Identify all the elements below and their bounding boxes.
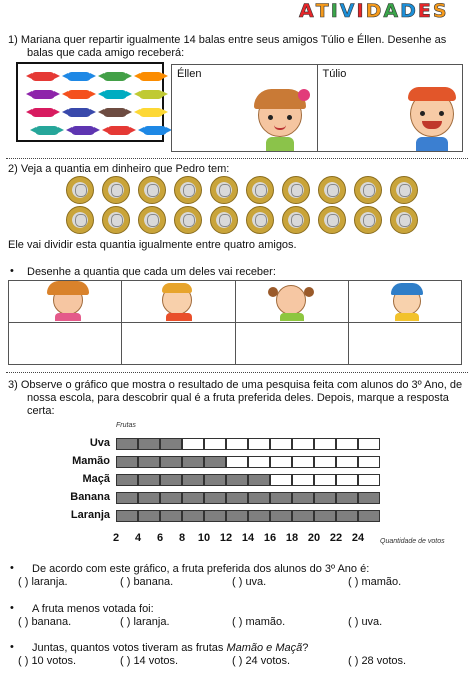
chart-x-tick-label: 6 [156,532,164,544]
chart-category-label: Uva [89,437,110,449]
candy-icon [67,72,91,81]
friend-picture-2 [122,281,235,322]
girl-pigtails-face-icon [276,285,306,315]
one-real-coin-icon [174,176,202,204]
candy-icon [139,90,163,99]
chart-bar-cell-filled [138,438,160,450]
candy-icon [35,126,59,135]
chart-bar-cell-empty [204,438,226,450]
chart-bar-cell-empty [248,438,270,450]
chart-bar-cell-filled [160,510,182,522]
one-real-coin-icon [138,206,166,234]
answer-option[interactable]: ( ) laranja. [18,576,68,588]
question-bullet: • [10,602,14,614]
logo-letter: I [330,0,338,22]
chart-bar-cell-filled [270,510,292,522]
logo-letter: T [315,0,329,22]
q2-statement: Ele vai dividir esta quantia igualmente entre quatro amigos. [8,239,297,251]
candy-box [16,62,164,142]
chart-bar-cell-filled [182,456,204,468]
chart-xlabel: Quantidade de votos [380,538,445,545]
chart-bar-cell-filled [204,474,226,486]
atividades-logo [298,0,474,26]
chart-bar-cell-filled [160,456,182,468]
friends-picture-row [9,281,461,323]
one-real-coin-icon [390,176,418,204]
candy-icon [31,90,55,99]
candy-icon [31,72,55,81]
answer-option[interactable]: ( ) 10 votos. [18,655,77,667]
chart-bar-cell-empty [358,474,380,486]
chart-bar-cell-filled [138,474,160,486]
question-text: A fruta menos votada foi: [32,603,154,615]
chart-bar-cell-filled [270,492,292,504]
question-text-after: ? [302,642,309,654]
logo-letter: D [400,0,416,22]
q2-instruction: Desenhe a quantia que cada um deles vai receber: [27,266,276,278]
chart-category-label: Mamão [72,455,110,467]
fruit-votes-chart [50,420,470,555]
chart-bar-cell-empty [314,474,336,486]
candy-icon [143,126,167,135]
chart-bar-cell-empty [270,474,292,486]
chart-bar-cell-filled [204,456,226,468]
one-real-coin-icon [138,176,166,204]
answer-option[interactable]: ( ) banana. [18,616,72,628]
chart-bar-cell-filled [226,510,248,522]
answer-cell-4[interactable] [349,323,461,365]
question-text-italic: Mamão e Maçã [226,642,303,654]
friends-answer-row [9,323,461,365]
candy-icon [103,72,127,81]
one-real-coin-icon [246,176,274,204]
divider-2 [6,372,468,373]
chart-bar-cell-empty [336,456,358,468]
answer-option[interactable]: ( ) 28 votos. [348,655,407,667]
candy-icon [31,108,55,117]
candy-icon [107,126,131,135]
candy-icon [103,90,127,99]
logo-letter: A [383,0,399,22]
answer-option[interactable]: ( ) uva. [232,576,267,588]
friend-picture-1 [9,281,122,322]
question-text: De acordo com este gráfico, a fruta preferida dos alunos do 3º Ano é: [32,563,370,575]
one-real-coin-icon [66,176,94,204]
chart-x-tick-label: 12 [219,532,233,544]
answer-option[interactable]: ( ) uva. [348,616,383,628]
q3-line1: 3) Observe o gráfico que mostra o resultado de uma pesquisa feita com alunos do 3º Ano, de [8,379,463,391]
logo-letter: E [417,0,431,22]
logo-letter: S [432,0,447,22]
one-real-coin-icon [102,206,130,234]
chart-bar-cell-filled [160,492,182,504]
candy-icon [67,108,91,117]
q1-line1: 1) Mariana quer repartir igualmente 14 balas entre seus amigos Túlio e Éllen. Desenhe as [8,34,447,46]
chart-bar-cell-filled [116,456,138,468]
chart-bar-cell-empty [358,438,380,450]
logo-letter: A [299,0,314,22]
candy-icon [67,90,91,99]
logo-letter: I [356,0,364,22]
chart-bar-cell-empty [358,456,380,468]
chart-bar-cell-filled [358,492,380,504]
friend-picture-3 [236,281,349,322]
answer-option[interactable]: ( ) banana. [120,576,174,588]
chart-bar-cell-filled [116,492,138,504]
chart-bar-cell-filled [138,456,160,468]
question-text [32,641,308,655]
chart-x-tick-label: 20 [307,532,321,544]
chart-x-tick-label: 22 [329,532,343,544]
answer-option[interactable]: ( ) mamão. [232,616,286,628]
one-real-coin-icon [318,206,346,234]
chart-bar-cell-filled [204,510,226,522]
chart-bar-cell-filled [248,510,270,522]
chart-bar-cell-filled [314,510,336,522]
friend-name-ellen: Éllen [177,68,202,80]
one-real-coin-icon [354,206,382,234]
friend-cell-tulio[interactable] [318,65,463,151]
chart-bar-cell-empty [182,438,204,450]
chart-bar-cell-filled [182,510,204,522]
chart-x-tick-label: 18 [285,532,299,544]
friends-table-q1 [171,64,463,152]
one-real-coin-icon [174,206,202,234]
q1-line2: balas que cada amigo receberá: [27,47,185,59]
q3-line2: nossa escola, para descobrir qual é a fruta preferida deles. Depois, marque a resposta [27,392,449,404]
chart-bar-cell-filled [116,474,138,486]
chart-bar-cell-filled [358,510,380,522]
chart-bar-cell-empty [248,456,270,468]
chart-bar-cell-filled [138,510,160,522]
chart-bar-cell-empty [226,438,248,450]
chart-bar-cell-filled [292,492,314,504]
one-real-coin-icon [210,206,238,234]
logo-letter: V [339,0,355,22]
chart-bar-cell-filled [204,492,226,504]
chart-bar-cell-filled [138,492,160,504]
one-real-coin-icon [354,176,382,204]
chart-bar-cell-filled [248,492,270,504]
chart-bar-cell-filled [182,474,204,486]
answer-cell-1[interactable] [9,323,122,365]
answer-cell-3[interactable] [236,323,349,365]
friend-picture-4 [349,281,461,322]
question-bullet: • [10,562,14,574]
q2-bullet: • [10,265,14,277]
chart-bar-cell-empty [336,474,358,486]
chart-x-tick-label: 8 [178,532,186,544]
one-real-coin-icon [66,206,94,234]
chart-bar-cell-filled [116,510,138,522]
q3-line3: certa: [27,405,55,417]
chart-x-tick-label: 16 [263,532,277,544]
friend-cell-ellen[interactable] [172,65,318,151]
candy-icon [71,126,95,135]
one-real-coin-icon [210,176,238,204]
candy-icon [139,108,163,117]
boy-hair-icon [408,87,456,101]
chart-category-label: Maçã [82,473,110,485]
chart-bar-cell-empty [226,456,248,468]
chart-bar-cell-filled [116,438,138,450]
chart-bar-cell-empty [314,456,336,468]
chart-bar-cell-filled [226,492,248,504]
chart-x-tick-label: 24 [351,532,365,544]
answer-option[interactable]: ( ) laranja. [120,616,170,628]
friend-name-tulio: Túlio [322,68,347,80]
chart-bar-cell-empty [270,438,292,450]
question-text-before: Juntas, quantos votos tiveram as frutas [32,642,227,654]
chart-bar-cell-empty [314,438,336,450]
chart-category-label: Banana [70,491,110,503]
one-real-coin-icon [246,206,274,234]
chart-x-tick-label: 4 [134,532,142,544]
chart-bar-cell-empty [292,438,314,450]
chart-x-tick-label: 14 [241,532,255,544]
chart-category-label: Laranja [70,509,110,521]
chart-bar-cell-filled [336,492,358,504]
chart-bar-cell-filled [292,510,314,522]
logo-letter: D [365,0,382,22]
divider-1 [6,158,468,159]
chart-bar-cell-filled [160,474,182,486]
chart-bar-cell-empty [292,474,314,486]
chart-x-tick-label: 10 [197,532,211,544]
answer-option[interactable]: ( ) 14 votos. [120,655,179,667]
friends-table-q2 [8,280,462,365]
chart-x-tick-label: 2 [112,532,120,544]
one-real-coin-icon [390,206,418,234]
answer-option[interactable]: ( ) mamão. [348,576,402,588]
chart-ylabel: Frutas [116,422,136,429]
chart-bar-cell-filled [248,474,270,486]
q2-title: 2) Veja a quantia em dinheiro que Pedro tem: [8,163,230,175]
one-real-coin-icon [282,176,310,204]
chart-bar-cell-empty [270,456,292,468]
question-bullet: • [10,641,14,653]
candy-icon [139,72,163,81]
one-real-coin-icon [282,206,310,234]
one-real-coin-icon [102,176,130,204]
chart-bar-cell-empty [292,456,314,468]
chart-bar-cell-filled [160,438,182,450]
candy-icon [103,108,127,117]
hair-bow-icon [298,89,310,101]
chart-bar-cell-filled [182,492,204,504]
chart-bar-cell-filled [226,474,248,486]
answer-option[interactable]: ( ) 24 votos. [232,655,291,667]
one-real-coin-icon [318,176,346,204]
answer-cell-2[interactable] [122,323,235,365]
chart-bar-cell-empty [336,438,358,450]
chart-bar-cell-filled [336,510,358,522]
chart-bar-cell-filled [314,492,336,504]
